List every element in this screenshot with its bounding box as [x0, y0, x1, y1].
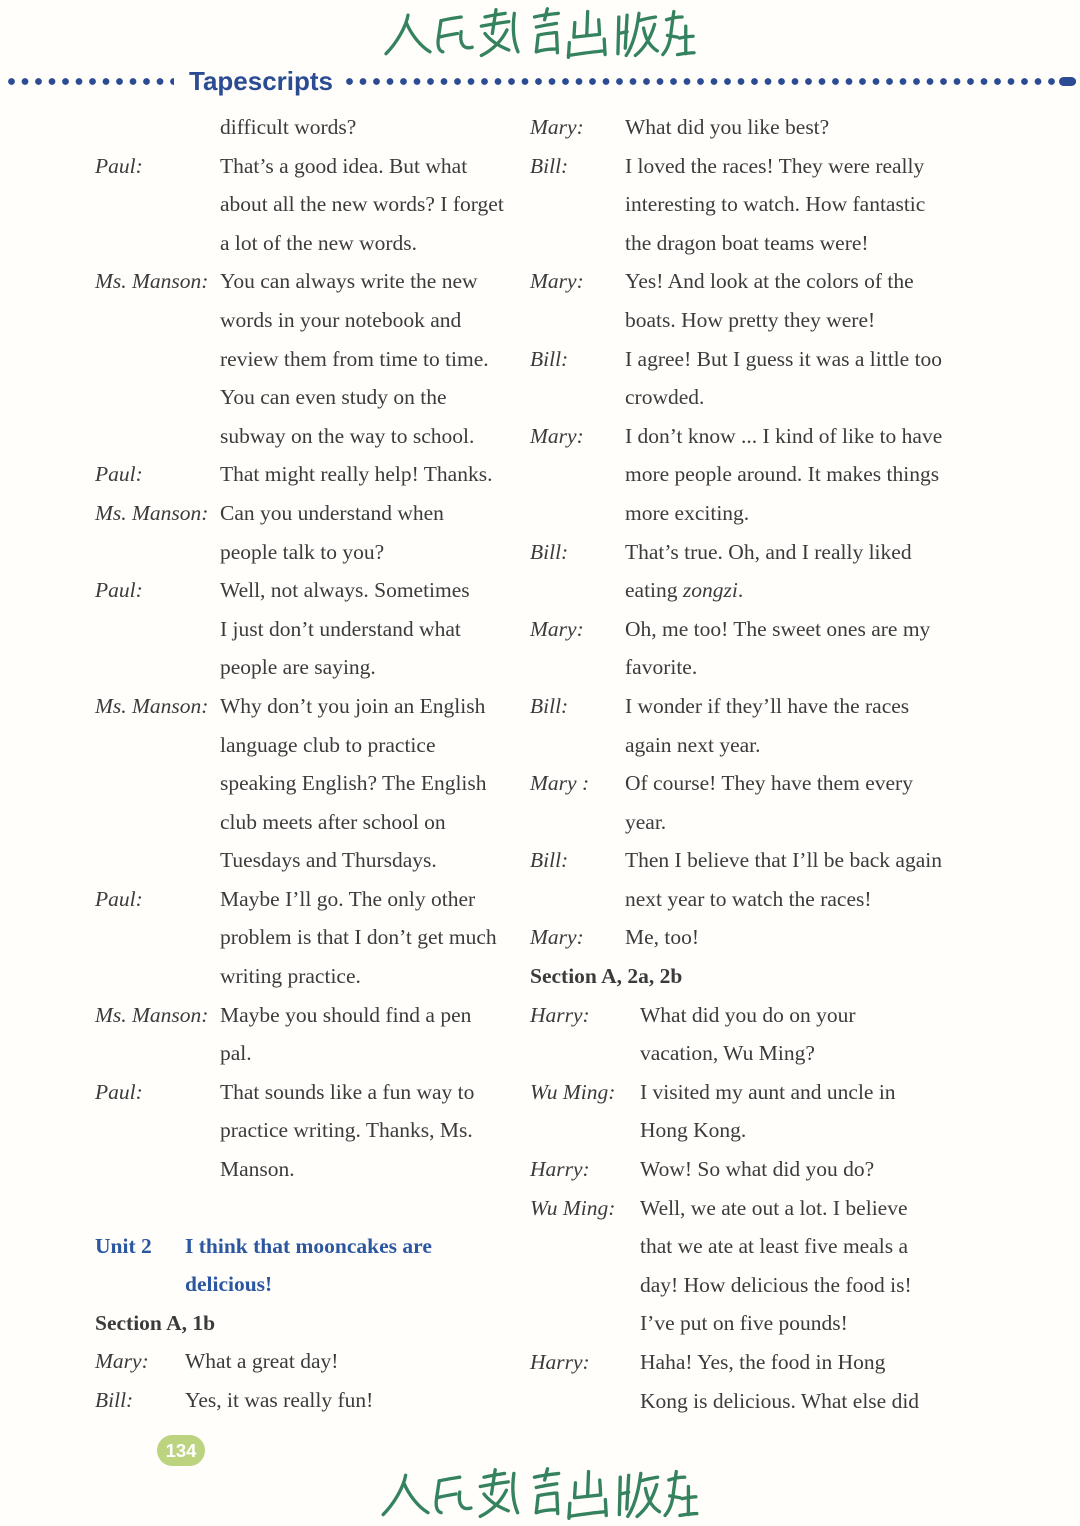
- dialogue-line: subway on the way to school.: [220, 423, 475, 448]
- dialogue-entry: [95, 108, 530, 147]
- dialogue-line: review them from time to time.: [220, 346, 489, 371]
- dialogue-entry: [530, 610, 1050, 687]
- dialogue-entry: [95, 1381, 530, 1420]
- unit-number: Unit 2: [95, 1233, 152, 1258]
- speaker-name: Mary:: [530, 115, 584, 139]
- dialogue-line: Yes! And look at the colors of the: [625, 269, 914, 294]
- dialogue-line: boats. How pretty they were!: [625, 307, 876, 332]
- dialogue-line: pal.: [220, 1041, 252, 1066]
- speaker-name: Bill:: [530, 153, 569, 178]
- dialogue-line: again next year.: [625, 732, 761, 757]
- speaker-name: Paul:: [95, 153, 143, 178]
- dialogue-line: That’s true. Oh, and I really liked: [625, 539, 912, 564]
- speaker-name: Mary:: [530, 925, 584, 950]
- dialogue-line: Oh, me too! The sweet ones are my: [625, 616, 931, 641]
- dialogue-entry: [95, 1342, 530, 1381]
- dialogue-entry: [95, 880, 530, 996]
- dialogue-line: Haha! Yes, the food in Hong: [640, 1350, 886, 1374]
- dialogue-line: That might really help! Thanks.: [220, 462, 493, 487]
- dialogue-entry: [530, 841, 1050, 918]
- dialogue-line: Well, not always. Sometimes: [220, 578, 470, 603]
- speaker-name: Mary:: [530, 423, 584, 448]
- dialogue-line: You can even study on the: [220, 385, 447, 410]
- section-heading: Section A, 2a, 2b: [530, 964, 683, 989]
- speaker-name: Mary:: [95, 1349, 149, 1374]
- speaker-name: Paul:: [95, 886, 143, 911]
- speaker-name: Mary:: [530, 269, 584, 294]
- tapescripts-label: Tapescripts: [189, 65, 334, 96]
- dialogue-line: Of course! They have them every: [625, 771, 913, 796]
- speaker-name: [95, 108, 220, 147]
- dialogue-line: about all the new words? I forget: [220, 192, 504, 217]
- dialogue-line: eating zongzi.: [625, 578, 744, 603]
- dialogue-line: problem is that I don’t get much: [220, 925, 497, 950]
- dialogue-line: more people around. It makes things: [625, 462, 940, 487]
- right-column: [530, 108, 1050, 1420]
- dialogue-line: club meets after school on: [220, 809, 446, 834]
- dialogue-entry: [530, 1189, 1050, 1343]
- section-heading: Section A, 1b: [95, 1310, 216, 1335]
- dialogue-line: year.: [625, 809, 667, 834]
- dialogue-entry: [530, 996, 1050, 1073]
- dialogue-line: What a great day!: [185, 1349, 339, 1374]
- dialogue-line: I wonder if they’ll have the races: [625, 693, 910, 718]
- dialogue-line: that we ate at least five meals a: [640, 1234, 909, 1259]
- dialogue-line: writing practice.: [220, 964, 361, 989]
- left-column: [95, 108, 530, 1420]
- dialogue-line: people talk to you?: [220, 539, 385, 564]
- speaker-name: Bill:: [95, 1388, 134, 1412]
- dialogue-line: I loved the races! They were really: [625, 153, 925, 178]
- dialogue-entry: [95, 455, 530, 494]
- dialogue-entry: [95, 494, 530, 571]
- dialogue-entry: [530, 417, 1050, 533]
- dialogue-line: interesting to watch. How fantastic: [625, 192, 926, 217]
- publisher-calligraphy-top: [0, 6, 1080, 61]
- speaker-name: Bill:: [530, 848, 569, 873]
- speaker-name: Ms. Manson:: [95, 1002, 209, 1027]
- speaker-name: Paul:: [95, 462, 143, 487]
- dialogue-line: Well, we ate out a lot. I believe: [640, 1195, 908, 1220]
- speaker-name: Ms. Manson:: [95, 500, 209, 525]
- dialogue-entry: [95, 996, 530, 1073]
- dialogue-line: favorite.: [625, 655, 698, 680]
- publisher-calligraphy-art: [381, 6, 699, 61]
- dialogue-line: Yes, it was really fun!: [185, 1388, 374, 1412]
- dialogue-line: I visited my aunt and uncle in: [640, 1079, 896, 1104]
- dialogue-entry: [530, 918, 1050, 957]
- dialogue-line: the dragon boat teams were!: [625, 230, 869, 255]
- dotted-rule-left: [8, 78, 174, 85]
- dialogue-line: Can you understand when: [220, 500, 444, 525]
- dialogue-entry: [530, 340, 1050, 417]
- speaker-name: Paul:: [95, 1079, 143, 1104]
- unit-title-line: delicious!: [185, 1272, 273, 1297]
- dialogue-line: What did you do on your: [640, 1002, 856, 1027]
- dialogue-line: Why don’t you join an English: [220, 693, 486, 718]
- publisher-calligraphy-art: [377, 1466, 703, 1522]
- speaker-name: Bill:: [530, 346, 569, 371]
- dialogue-entry: [530, 1073, 1050, 1150]
- dialogue-entry: [95, 687, 530, 880]
- dialogue-line: Maybe you should find a pen: [220, 1002, 472, 1027]
- dotted-rule-right: [346, 78, 1076, 85]
- dialogue-line: a lot of the new words.: [220, 230, 418, 255]
- dialogue-line: That’s a good idea. But what: [220, 153, 468, 178]
- dialogue-line: people are saying.: [220, 655, 376, 680]
- dialogue-line: Tuesdays and Thursdays.: [220, 848, 437, 873]
- dialogue-entry: [530, 262, 1050, 339]
- dialogue-entry: [95, 1073, 530, 1189]
- dialogue-entry: [95, 147, 530, 263]
- dialogue-entry: [530, 533, 1050, 610]
- speaker-name: Wu Ming:: [530, 1195, 616, 1220]
- dialogue-entry: [530, 687, 1050, 764]
- dialogue-line: practice writing. Thanks, Ms.: [220, 1118, 473, 1143]
- dialogue-line: You can always write the new: [220, 269, 478, 294]
- dialogue-line: more exciting.: [625, 500, 750, 525]
- speaker-name: Mary:: [530, 616, 584, 641]
- dialogue-line: language club to practice: [220, 732, 436, 757]
- page-number-badge: 134: [157, 1435, 205, 1466]
- speaker-name: Harry:: [530, 1002, 590, 1027]
- dialogue-line: Maybe I’ll go. The only other: [220, 886, 476, 911]
- dialogue-line: I’ve put on five pounds!: [640, 1311, 848, 1336]
- dialogue-line: Kong is delicious. What else did: [640, 1388, 920, 1413]
- dialogue-line: vacation, Wu Ming?: [640, 1041, 815, 1066]
- dialogue-entry: [530, 1343, 1050, 1420]
- dialogue-line: crowded.: [625, 385, 705, 410]
- dialogue-line: I agree! But I guess it was a little too: [625, 346, 943, 371]
- dialogue-line: words in your notebook and: [220, 307, 462, 332]
- dialogue-line: I don’t know ... I kind of like to have: [625, 423, 943, 448]
- speaker-name: Ms. Manson:: [95, 269, 209, 294]
- publisher-calligraphy-bottom: [0, 1466, 1080, 1522]
- speaker-name: Bill:: [530, 539, 569, 564]
- dialogue-entry: [530, 764, 1050, 841]
- dialogue-entry: [530, 147, 1050, 263]
- dialogue-entry: [530, 1150, 1050, 1189]
- speaker-name: Mary :: [530, 771, 590, 796]
- dialogue-line: Manson.: [220, 1157, 295, 1182]
- dialogue-entry: [530, 108, 1050, 147]
- dialogue-line: Hong Kong.: [640, 1118, 747, 1143]
- dialogue-line: next year to watch the races!: [625, 886, 872, 911]
- tapescripts-header: [8, 66, 1076, 96]
- speaker-name: Bill:: [530, 693, 569, 718]
- unit-heading: [95, 1227, 530, 1304]
- unit-title-line: I think that mooncakes are: [185, 1233, 432, 1258]
- dialogue-line: I just don’t understand what: [220, 616, 461, 641]
- tapescript-columns: [95, 108, 1050, 1420]
- dialogue-entry: [95, 571, 530, 687]
- speaker-name: Ms. Manson:: [95, 693, 209, 718]
- speaker-name: Harry:: [530, 1350, 590, 1374]
- speaker-name: Wu Ming:: [530, 1079, 616, 1104]
- dialogue-line: That sounds like a fun way to: [220, 1079, 475, 1104]
- dialogue-line: difficult words?: [220, 115, 357, 139]
- dialogue-entry: [95, 262, 530, 455]
- speaker-name: Harry:: [530, 1157, 590, 1182]
- dialogue-line: Me, too!: [625, 925, 700, 950]
- dialogue-line: Wow! So what did you do?: [640, 1157, 875, 1182]
- dialogue-line: What did you like best?: [625, 115, 830, 139]
- speaker-name: Paul:: [95, 578, 143, 603]
- dialogue-line: day! How delicious the food is!: [640, 1272, 912, 1297]
- dialogue-line: speaking English? The English: [220, 771, 487, 796]
- dialogue-line: Then I believe that I’ll be back again: [625, 848, 942, 873]
